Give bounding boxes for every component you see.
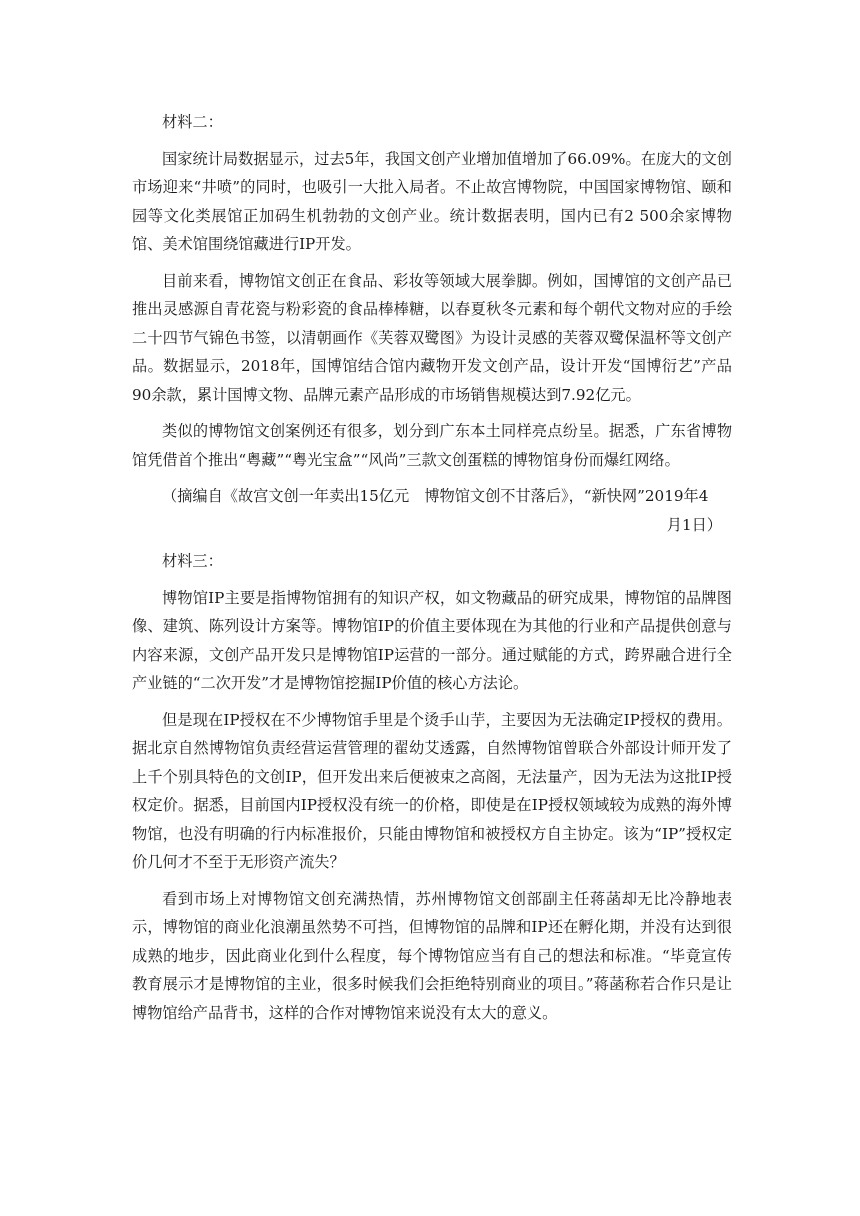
material3-paragraph-2: 但是现在IP授权在不少博物馆手里是个烫手山芋，主要因为无法确定IP授权的费用。据北京自然博物馆负责经营运营管理的翟幼艾透露，自然博物馆曾联合外部设计师开发了上千个别具特色的文创IP，但开发出来后便被束之高阁，无法量产，因为无法为这批IP授权定价。据悉，目前国内IP授权没有统一的价格，即使是在IP授权领域较为成熟的海外博物馆，也没有明确的行内标准报价，只能由博物馆和被授权方自主协定。该为“IP”授权定价几何才不至于无形资产流失？ xyxy=(132,710,732,871)
material2-paragraph-3: 类似的博物馆文创案例还有很多，划分到广东本土同样亮点纷呈。据悉，广东省博物馆凭借首个推出“粤藏”“粤光宝盒”“风尚”三款文创蛋糕的博物馆身份而爆红网络。 xyxy=(132,422,732,469)
material2-source-line2: 月1日） xyxy=(666,515,722,534)
material2-paragraph-2: 目前来看，博物馆文创正在食品、彩妆等领域大展拳脚。例如，国博馆的文创产品已推出灵感源自青花瓷与粉彩瓷的食品棒棒糖，以春夏秋冬元素和每个朝代文物对应的手绘二十四节气锦色书签，以清朝画作《芙蓉双鹭图》为设计灵感的芙蓉双鹭保温杯等文创产品。数据显示，2018年，国博馆结合馆内藏物开发文创产品，设计开发“国博衍艺”产品90余款，累计国博文物、品牌元素产品形成的市场销售规模达到7.92亿元。 xyxy=(132,271,732,404)
material3-heading: 材料三： xyxy=(162,552,223,570)
material3-paragraph-1: 博物馆IP主要是指博物馆拥有的知识产权，如文物藏品的研究成果，博物馆的品牌图像、建筑、陈列设计方案等。博物馆IP的价值主要体现在为其他的行业和产品提供创意与内容来源，文创产品开发只是博物馆IP运营的一部分。通过赋能的方式，跨界融合进行全产业链的“二次开发”才是博物馆挖掘IP价值的核心方法论。 xyxy=(132,588,732,692)
material2-source xyxy=(132,482,732,539)
material2-heading: 材料二： xyxy=(162,113,223,131)
material2-source-line1: （摘编自《故宫文创一年卖出15亿元 博物馆文创不甘落后》，“新快网”2019年4 xyxy=(162,487,709,505)
material2-paragraph-1: 国家统计局数据显示，过去5年，我国文创产业增加值增加了66.09%。在庞大的文创市场迎来“井喷”的同时，也吸引一大批入局者。不止故宫博物院，中国国家博物馆、颐和园等文化类展馆正加码生机勃勃的文创产业。统计数据表明，国内已有2 500余家博物馆、美术馆围绕馆藏进行IP开发。 xyxy=(132,149,732,253)
document-page xyxy=(132,108,732,1027)
material3-paragraph-3: 看到市场上对博物馆文创充满热情，苏州博物馆文创部副主任蒋菡却无比冷静地表示，博物馆的商业化浪潮虽然势不可挡，但博物馆的品牌和IP还在孵化期，并没有达到很成熟的地步，因此商业化到什么程度，每个博物馆应当有自己的想法和标准。“毕竟宣传教育展示才是博物馆的主业，很多时候我们会拒绝特别商业的项目。”蒋菡称若合作只是让博物馆给产品背书，这样的合作对博物馆来说没有太大的意义。 xyxy=(132,889,732,1022)
